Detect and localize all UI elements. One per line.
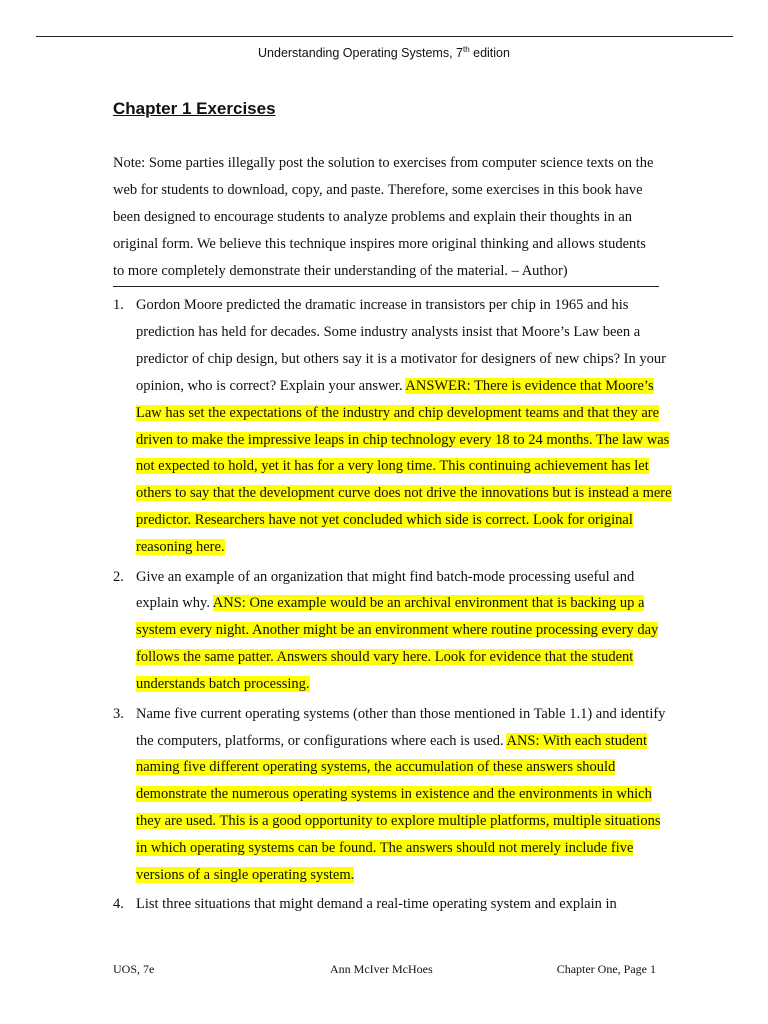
exercise-item bbox=[113, 564, 673, 699]
exercise-number: 2. bbox=[113, 568, 124, 585]
exercise-number: 1. bbox=[113, 297, 124, 313]
footer-page: Chapter One, Page 1 bbox=[556, 962, 656, 976]
running-header bbox=[0, 45, 768, 60]
author-note: Note: Some parties illegally post the solution to exercises from computer science texts on the web for students to download, copy, and paste. Therefore, some exercises in this book have been designed to encourage students to analyze problems and explain their thoughts in an original form. We believe this technique inspires more original thinking and allows students to more completely demonstrate their understanding of the material. – Author) bbox=[113, 150, 659, 287]
footer-book: UOS, 7e bbox=[113, 962, 155, 976]
exercise-answer: ANS: One example would be an archival environment that is backing up a system every night. Another might be an environment where routine processing every day follows the same patter. Answers should vary here. Look for evidence that the student understands batch processing. bbox=[136, 595, 659, 693]
header-rule bbox=[36, 36, 733, 37]
exercise-question: Give an example of an organization that might find batch-mode processing useful and explain why. bbox=[136, 568, 635, 612]
exercise-question: Name five current operating systems (other than those mentioned in Table 1.1) and identify the computers, platforms, or configurations where each is used. bbox=[136, 705, 666, 749]
exercise-question: Gordon Moore predicted the dramatic increase in transistors per chip in 1965 and his prediction has held for decades. Some industry analysts insist that Moore’s Law been a predictor of chip design, but others say it is a motivator for designers of new chips? In your opinion, who is correct? Explain your answer. bbox=[136, 297, 666, 394]
header-title: Understanding Operating Systems, 7 bbox=[258, 46, 463, 61]
exercise-answer: ANSWER: There is evidence that Moore’s Law has set the expectations of the industry and chip development teams and that they are driven to make the impressive leaps in chip technology every 18 to 24 months. The law was not expected to hold, yet it has for a very long time. This continuing achievement has let others to say that the development curve does not drive the innovations but is instead a mere predictor. Researchers have not yet concluded which side is correct. Look for original reasoning here. bbox=[136, 377, 672, 556]
header-superscript: th bbox=[462, 45, 470, 54]
exercise-number: 3. bbox=[113, 705, 124, 722]
exercise-number: 4. bbox=[113, 896, 124, 913]
exercise-answer: ANS: With each student naming five different operating systems, the accumulation of these answers should demonstrate the numerous operating systems in existence and the environments in which they are used. This is a good opportunity to explore multiple platforms, multiple situations in which operating systems can be found. The answers should not merely include five versions of a single operating system. bbox=[136, 732, 661, 884]
footer-author: Ann McIver McHoes bbox=[330, 962, 433, 976]
chapter-title: Chapter 1 Exercises bbox=[113, 99, 276, 118]
exercise-item bbox=[113, 891, 673, 918]
exercise-question: List three situations that might demand a real-time operating system and explain in bbox=[136, 896, 617, 913]
exercise-item bbox=[113, 701, 673, 889]
exercise-list bbox=[113, 292, 673, 921]
exercise-item bbox=[113, 292, 673, 561]
header-title-suffix: edition bbox=[469, 46, 510, 61]
